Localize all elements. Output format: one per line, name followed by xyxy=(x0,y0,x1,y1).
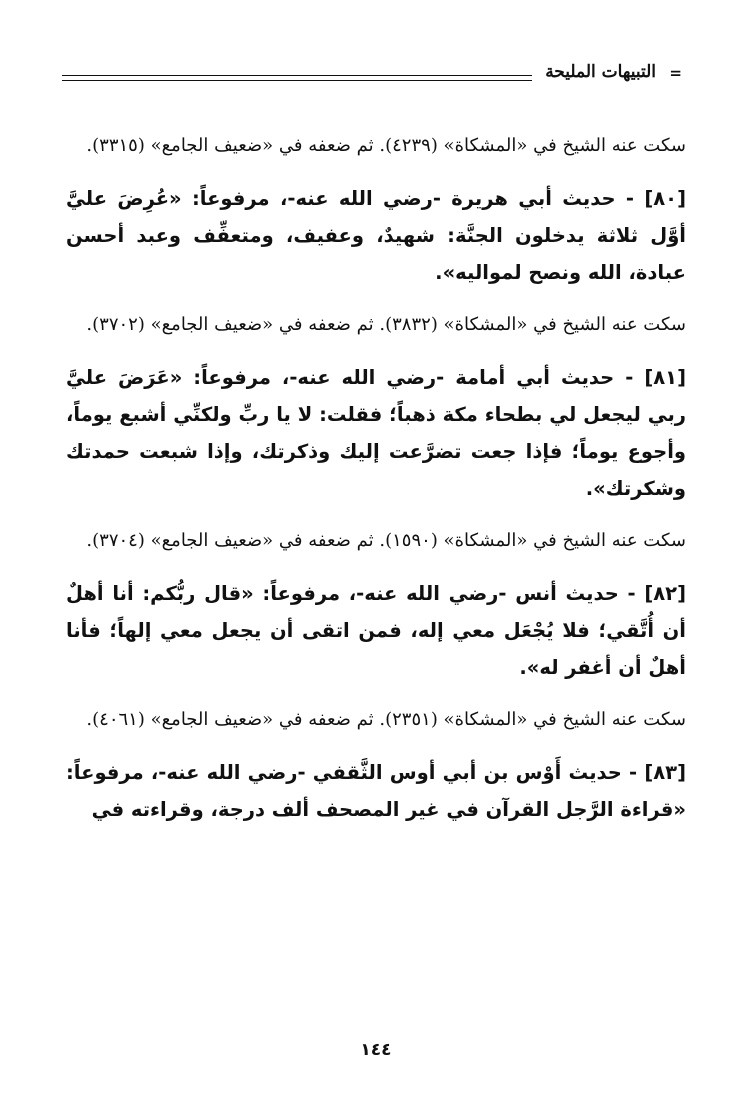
hadith-entry xyxy=(66,754,686,828)
header-rule xyxy=(62,80,532,81)
hadith-text: - حديث أبي هريرة -رضي الله عنه-، مرفوعاً: «عُرِضَ عليَّ أوَّل ثلاثة يدخلون الجنَّة: شهيدٌ، وعفيف، ومتعفِّف وعبد أحسن عبادة، الله ونصح لمواليه». xyxy=(66,187,686,284)
hadith-number: [٨٠] xyxy=(644,187,686,210)
hadith-text: - حديث أنس -رضي الله عنه-، مرفوعاً: «قال ربُّكم: أنا أهلٌ أن أُتَّقي؛ فلا يُجْعَل معي إله، فمن اتقى أن يجعل معي إلهاً؛ فأنا أهلٌ أن أغفر له». xyxy=(66,582,686,679)
header-rule xyxy=(62,75,532,76)
hadith-number: [٨٣] xyxy=(644,761,686,784)
hadith-number: [٨٢] xyxy=(644,582,686,605)
hadith-entry xyxy=(66,180,686,291)
hadith-text: - حديث أَوْس بن أبي أوس الثَّقفي -رضي الله عنه-، مرفوعاً: «قراءة الرَّجل القرآن في غير المصحف ألف درجة، وقراءته في xyxy=(66,761,686,821)
header-dash: = xyxy=(669,64,682,82)
hadith-entry xyxy=(66,359,686,507)
running-header-title: التبيهات المليحة xyxy=(545,62,656,82)
footnote-source: سكت عنه الشيخ في «المشكاة» (١٥٩٠). ثم ضعفه في «ضعيف الجامع» (٣٧٠٤). xyxy=(86,530,686,551)
footnote-source: سكت عنه الشيخ في «المشكاة» (٤٢٣٩). ثم ضعفه في «ضعيف الجامع» (٣٣١٥). xyxy=(86,135,686,156)
footnote-source: سكت عنه الشيخ في «المشكاة» (٢٣٥١). ثم ضعفه في «ضعيف الجامع» (٤٠٦١). xyxy=(86,709,686,730)
page-number: ١٤٤ xyxy=(360,1040,392,1060)
page-body xyxy=(66,128,686,844)
hadith-entry xyxy=(66,575,686,686)
running-header xyxy=(62,62,682,84)
hadith-number: [٨١] xyxy=(644,366,686,389)
hadith-text: - حديث أبي أمامة -رضي الله عنه-، مرفوعاً: «عَرَضَ عليَّ ربي ليجعل لي بطحاء مكة ذهباً؛ فقلت: لا يا ربِّ ولكنِّي أشبع يوماً، وأجوع يوماً؛ فإذا جعت تضرَّعت إليك وذكرتك، وإذا شبعت حمدتك وشكرتك». xyxy=(66,366,686,500)
footnote-source: سكت عنه الشيخ في «المشكاة» (٣٨٣٢). ثم ضعفه في «ضعيف الجامع» (٣٧٠٢). xyxy=(86,314,686,335)
